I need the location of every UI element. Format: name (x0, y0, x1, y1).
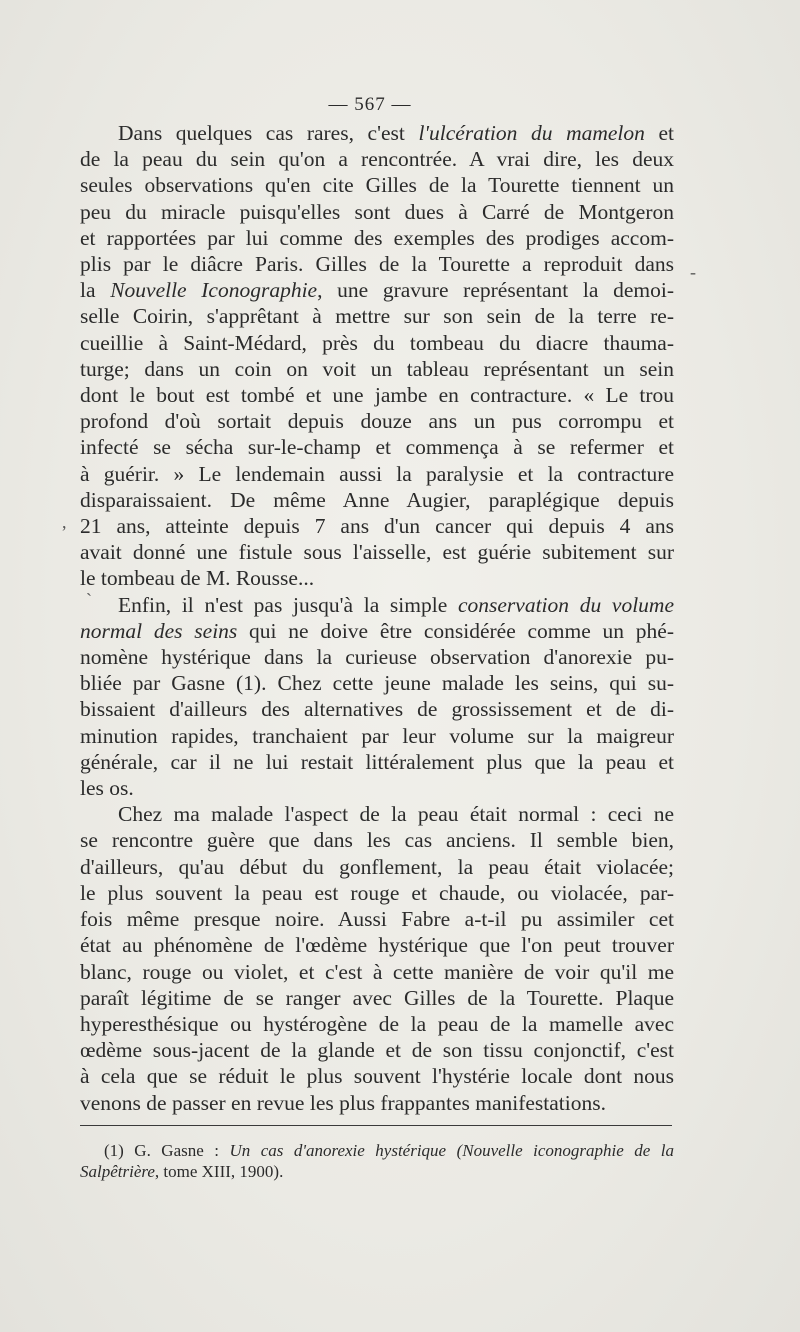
text-run: de la peau du sein qu'on a rencontrée. A vrai dire, les deux (80, 147, 674, 172)
margin-tick-mark: ` (86, 590, 92, 610)
text-line (80, 906, 674, 932)
text-line (80, 330, 674, 356)
text-run: disparaissaient. De même Anne Augier, paraplégique depuis (80, 487, 674, 512)
text-run: venons de passer en revue les plus frappantes manifestations. (80, 1090, 606, 1115)
text-run: les os. (80, 776, 134, 801)
text-line (80, 801, 674, 827)
italic-text: l'ulcération du mamelon (418, 121, 645, 145)
text-line (80, 959, 674, 985)
text-run: à guérir. » Le lendemain aussi la paralysie et la contracture (80, 461, 674, 486)
text-run: turge; dans un coin on voit un tableau représentant un sein (80, 356, 674, 381)
text-run: selle Coirin, s'apprêtant à mettre sur son sein de la terre re- (80, 304, 674, 329)
text-line (80, 408, 674, 434)
paragraph-3 (80, 801, 674, 1115)
text-line (80, 487, 674, 513)
text-run: (1) G. Gasne : (104, 1141, 230, 1160)
text-line (80, 985, 674, 1011)
text-line (80, 1161, 674, 1182)
text-line (80, 513, 674, 539)
text-line (80, 618, 674, 644)
body-text (80, 120, 674, 1116)
text-line (80, 277, 674, 303)
text-line (80, 225, 674, 251)
text-line (80, 827, 674, 853)
text-run: le tombeau de M. Rousse... (80, 566, 315, 591)
text-line (80, 1063, 674, 1089)
text-run: profond d'où sortait depuis douze ans un pus corrompu et (80, 409, 674, 434)
text-run: bissaient d'ailleurs des alternatives de grossissement et de di- (80, 697, 674, 722)
text-run: avait donné une fistule sous l'aisselle, est guérie subitement sur (80, 540, 674, 565)
text-run: fois même presque noire. Aussi Fabre a-t-il pu assimiler cet (80, 907, 674, 932)
footnote-rule (80, 1125, 672, 1126)
text-run: et rapportées par lui comme des exemples des prodiges accom- (80, 225, 674, 250)
text-line (80, 1140, 674, 1161)
text-line (80, 434, 674, 460)
text-run: blanc, rouge ou violet, et c'est à cette manière de voir qu'il me (80, 959, 674, 984)
text-line (80, 120, 674, 146)
text-line (80, 172, 674, 198)
text-run: Chez ma malade l'aspect de la peau était normal : ceci ne (118, 802, 674, 827)
text-line (80, 1011, 674, 1037)
text-run: plis par le diâcre Paris. Gilles de la Tourette a reproduit dans (80, 252, 674, 277)
text-line (80, 251, 674, 277)
text-run: le plus souvent la peau est rouge et chaude, ou violacée, par- (80, 880, 674, 905)
text-line (80, 382, 674, 408)
text-line (80, 1090, 674, 1116)
text-run: dont le bout est tombé et une jambe en contracture. « Le trou (80, 383, 674, 408)
italic-text: Salpêtrière (80, 1162, 155, 1181)
text-run: , une gravure représentant la demoi- (317, 278, 674, 303)
text-run: paraît légitime de se ranger avec Gilles de la Tourette. Plaque (80, 985, 674, 1010)
text-line (80, 1037, 674, 1063)
text-run: Enfin, il n'est pas jusqu'à la simple (118, 592, 458, 617)
italic-text: conservation du volume (457, 592, 674, 617)
text-line (80, 565, 674, 591)
page-number: — 567 — (328, 94, 412, 115)
text-line (80, 932, 674, 958)
paragraph-1 (80, 120, 674, 592)
text-run: cueillie à Saint-Médard, près du tombeau du diacre thauma- (80, 330, 674, 355)
text-line (80, 461, 674, 487)
text-run: la (80, 278, 111, 303)
text-run: et (644, 121, 674, 145)
italic-text: Un cas d'anorexie hystérique (Nouvelle iconographie de la (229, 1141, 674, 1160)
text-run: à cela que se réduit le plus souvent l'hystérie locale dont nous (80, 1064, 674, 1089)
text-run: 21 ans, atteinte depuis 7 ans d'un cancer qui depuis 4 ans (80, 514, 674, 539)
margin-dash-mark: - (690, 262, 696, 282)
text-run: générale, car il ne lui restait littéralement plus que la peau et (80, 749, 674, 774)
margin-comma-mark: , (62, 512, 67, 532)
text-line (80, 146, 674, 172)
text-line (80, 592, 674, 618)
text-line (80, 775, 674, 801)
text-line (80, 854, 674, 880)
paragraph-2 (80, 592, 674, 802)
text-run: d'ailleurs, qu'au début du gonflement, la peau était violacée; (80, 854, 674, 879)
text-line (80, 644, 674, 670)
italic-text: Nouvelle Iconographie (110, 278, 318, 303)
text-line (80, 723, 674, 749)
text-run: infecté se sécha sur-le-champ et commença à se refermer et (80, 435, 674, 460)
text-line (80, 303, 674, 329)
text-run: minution rapides, tranchaient par leur volume sur la maigreur (80, 723, 674, 748)
text-run: seules observations qu'en cite Gilles de la Tourette tiennent un (80, 173, 674, 198)
text-line (80, 356, 674, 382)
text-run: Dans quelques cas rares, c'est (118, 121, 419, 145)
text-run: bliée par Gasne (1). Chez cette jeune malade les seins, qui su- (80, 671, 674, 696)
text-line (80, 880, 674, 906)
text-run: œdème sous-jacent de la glande et de son tissu conjonctif, c'est (80, 1038, 674, 1063)
text-run: se rencontre guère que dans les cas anciens. Il semble bien, (80, 828, 674, 853)
text-line (80, 670, 674, 696)
footnote (80, 1140, 674, 1182)
text-run: nomène hystérique dans la curieuse observation d'anorexie pu- (80, 645, 674, 670)
italic-text: normal des seins (80, 618, 238, 643)
text-run: , tome XIII, 1900). (154, 1162, 284, 1181)
text-line (80, 749, 674, 775)
text-line (80, 539, 674, 565)
text-run: état au phénomène de l'œdème hystérique que l'on peut trouver (80, 933, 674, 958)
text-line (80, 696, 674, 722)
text-run: hyperesthésique ou hystérogène de la peau de la mamelle avec (80, 1011, 674, 1036)
text-run: peu du miracle puisqu'elles sont dues à Carré de Montgeron (80, 199, 674, 224)
text-line (80, 199, 674, 225)
text-run: qui ne doive être considérée comme un phé- (237, 618, 675, 643)
